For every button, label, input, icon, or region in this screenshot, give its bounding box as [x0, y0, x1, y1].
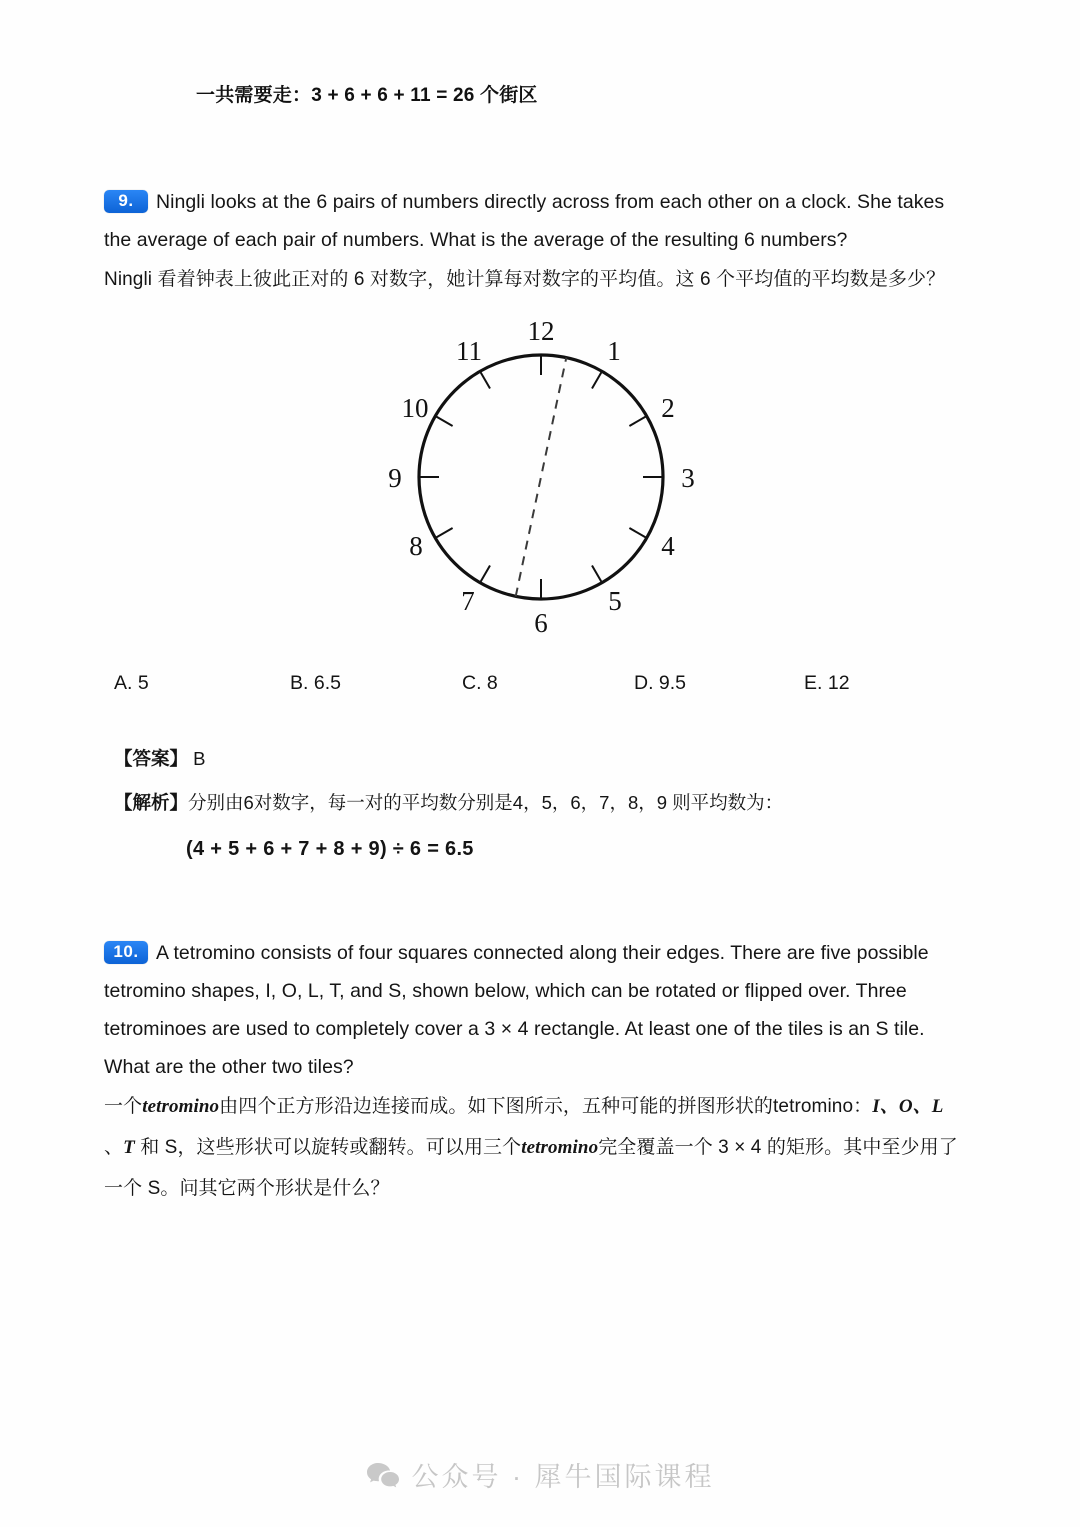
analysis-formula: (4 + 5 + 6 + 7 + 8 + 9) ÷ 6 = 6.5 [186, 838, 474, 860]
question-9-text-en-line2: the average of each pair of numbers. What is the average of the resulting 6 numbers? [104, 229, 848, 251]
question-10-text-en-line3-row [104, 1010, 980, 1048]
clock-number-6: 6 [534, 608, 548, 638]
clock-number-1: 1 [607, 336, 621, 366]
question-10-text-en-line4-row [104, 1048, 980, 1086]
wechat-icon [366, 1461, 400, 1489]
q10-cn-l1-d: I、O、L [872, 1096, 944, 1117]
answer-tag: 【答案】 [114, 748, 189, 769]
clock-number-4: 4 [661, 531, 675, 561]
clock-circle [419, 355, 663, 599]
analysis-text: 分别由6对数字，每一对的平均数分别是4，5，6，7，8，9 则平均数为： [188, 792, 784, 813]
question-10-text-en-line2: tetromino shapes, I, O, L, T, and S, shown below, which can be rotated or flipped over. Three [104, 980, 907, 1002]
question-9-block [104, 183, 980, 300]
q10-cn-l2-b: T [123, 1137, 135, 1158]
footer-text: 公众号 · 犀牛国际课程 [411, 1462, 715, 1492]
clock-number-11: 11 [456, 336, 482, 366]
question-9-number-badge: 9. [104, 190, 148, 213]
option-a-key: A. [114, 672, 133, 694]
option-e-value: 12 [827, 672, 850, 694]
option-c-value: 8 [486, 672, 498, 694]
option-e[interactable] [804, 672, 850, 695]
question-9-text-en-line1: Ningli looks at the 6 pairs of numbers directly across from each other on a clock. She takes [156, 191, 945, 213]
question-9-text-en-line2-row [104, 221, 980, 259]
clock-number-5: 5 [608, 586, 622, 616]
question-10-text-en-line4: What are the other two tiles? [104, 1056, 354, 1078]
question-10-block [104, 934, 980, 1209]
analysis-tag: 【解析】 [114, 792, 189, 813]
question-10-text-en-line3: tetrominoes are used to completely cover a 3 × 4 rectangle. At least one of the tiles is an S tile. [104, 1018, 925, 1040]
question-10-statement [104, 934, 980, 972]
question-10-text-cn-line1 [104, 1086, 980, 1127]
question-9-options [104, 672, 984, 702]
question-10-text-cn-line2 [104, 1127, 980, 1168]
q10-cn-l2-e: 完全覆盖一个 3 × 4 的矩形。其中至少用了 [598, 1137, 958, 1158]
question-10-text-en-line1: A tetromino consists of four squares connected along their edges. There are five possible [156, 942, 929, 964]
clock-number-7: 7 [461, 586, 475, 616]
option-d-key: D. [634, 672, 654, 694]
q10-cn-l1-c: 由四个正方形沿边连接而成。如下图所示，五种可能的拼图形状的tetromino： [219, 1096, 873, 1117]
option-b[interactable] [290, 672, 341, 695]
clock-face-svg [370, 312, 715, 647]
answer-row [114, 745, 994, 771]
clock-chord-8-to-2 [450, 358, 631, 597]
option-d[interactable] [634, 672, 686, 695]
option-e-key: E. [804, 672, 823, 694]
clock-number-10: 10 [401, 393, 429, 423]
option-d-value: 9.5 [658, 672, 687, 694]
clock-number-8: 8 [409, 531, 423, 561]
clock-number-9: 9 [388, 463, 402, 493]
q10-cn-l2-d: tetromino [521, 1137, 599, 1158]
option-b-value: 6.5 [313, 672, 341, 694]
clock-number-2: 2 [661, 393, 675, 423]
option-c[interactable] [462, 672, 498, 695]
continued-equation: 一共需要走：3 + 6 + 6 + 11 = 26 个街区 [196, 85, 538, 106]
question-10-number-badge: 10. [104, 941, 148, 964]
option-a[interactable] [114, 672, 149, 695]
q10-cn-l1-b: tetromino [142, 1096, 220, 1117]
clock-figure [370, 312, 715, 647]
footer-watermark [0, 1455, 1080, 1494]
footer-inner [366, 1455, 715, 1494]
option-a-value: 5 [137, 672, 149, 694]
q10-cn-l2-a: 、 [104, 1137, 124, 1158]
clock-number-3: 3 [681, 463, 695, 493]
question-9-statement [104, 183, 980, 221]
clock-number-12: 12 [527, 316, 555, 346]
question-9-text-cn: Ningli 看着钟表上彼此正对的 6 对数字，她计算每对数字的平均值。这 6 个平均值的平均数是多少？ [104, 269, 946, 290]
question-10-text-en-line2-row [104, 972, 980, 1010]
option-b-key: B. [290, 672, 309, 694]
option-c-key: C. [462, 672, 482, 694]
answer-value: B [193, 748, 206, 769]
analysis-row [114, 789, 994, 815]
q10-cn-l2-c: 和 S，这些形状可以旋转或翻转。可以用三个 [134, 1137, 522, 1158]
q10-cn-l1-a: 一个 [104, 1096, 143, 1117]
question-10-text-cn-line3: 一个 S。问其它两个形状是什么？ [104, 1178, 390, 1199]
